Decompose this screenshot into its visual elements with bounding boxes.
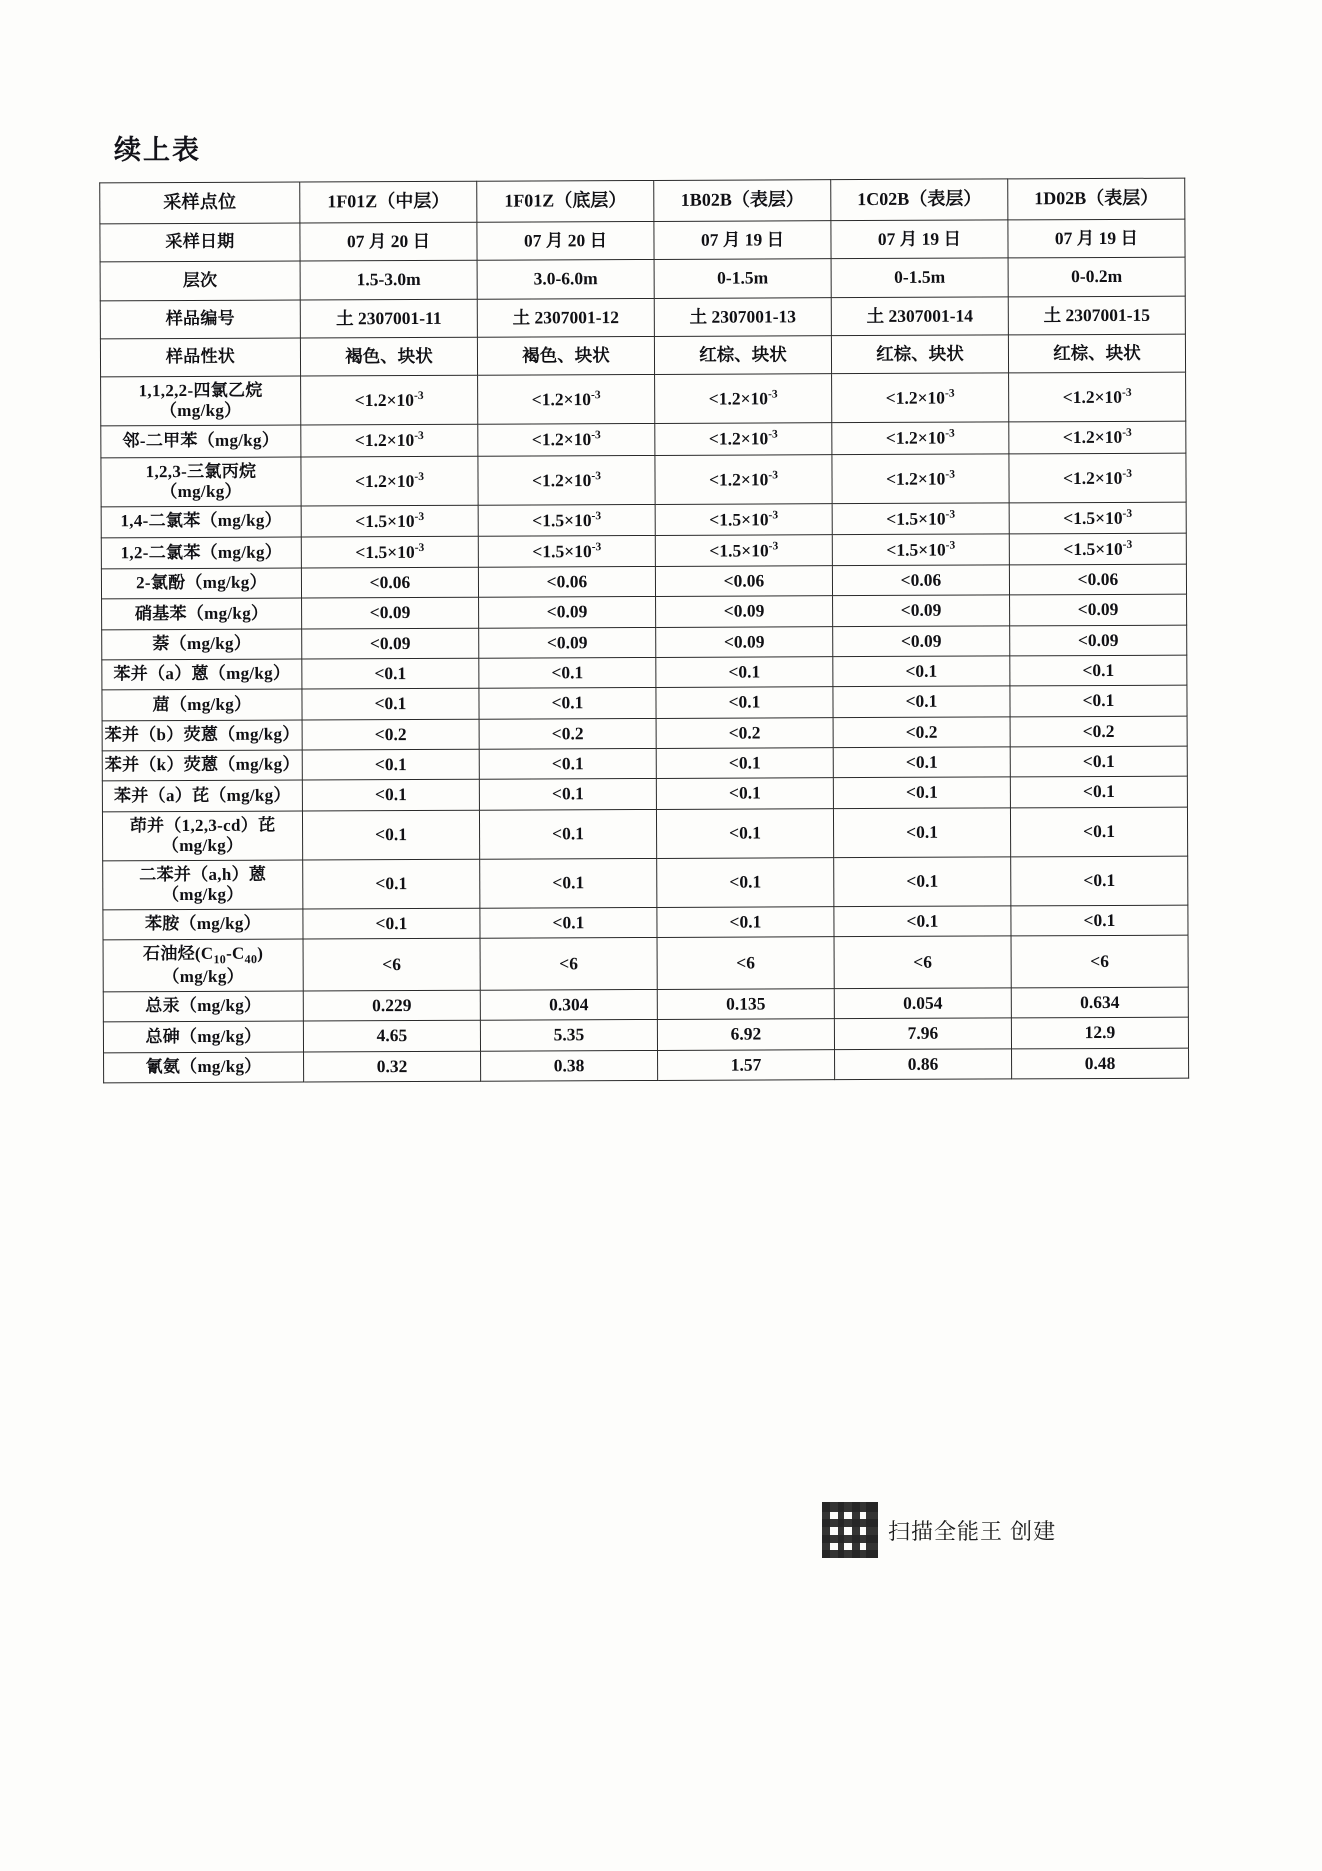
cell-value: <0.1 [479,658,656,689]
cell-value: <0.1 [1011,856,1188,906]
cell-value: $<1.5\times 10^{-3}$ [832,534,1009,566]
cell-value: <0.1 [1010,655,1187,686]
cell-value: <6 [480,938,657,990]
cell-value: 0.229 [303,990,480,1021]
row-label-analyte: 1,1,2,2-四氯乙烷 （mg/kg） [101,376,301,426]
cell-value: <0.09 [479,627,656,658]
cell-value: <0.2 [1010,716,1187,747]
cell-value: 0.86 [835,1048,1012,1079]
cell-value: <0.1 [657,858,834,908]
cell-value: 0.38 [481,1050,658,1081]
row-label-analyte: 苯并（b）荧蒽（mg/kg） [102,720,302,751]
row-label-analyte: 硝基苯（mg/kg） [102,598,302,629]
cell-value: <0.1 [302,689,479,720]
cell-value: <0.2 [302,719,479,750]
table-row [101,564,1186,599]
table-row [102,625,1187,660]
page-title: 续上表 [114,135,201,165]
cell-value: 6.92 [657,1019,834,1050]
row-label-analyte: 苯胺（mg/kg） [103,909,303,940]
cell-value: <6 [834,936,1011,988]
cell-date-col4: 07 月 19 日 [831,220,1008,259]
cell-value: <0.1 [480,907,657,938]
cell-value: $<1.2\times 10^{-3}$ [301,456,478,506]
cell-value: <6 [1011,935,1188,987]
row-label-sampling-point: 采样点位 [100,182,300,224]
cell-sample-no-col1: 土 2307001-11 [300,299,477,338]
row-label-analyte: 苯并（a）蒽（mg/kg） [102,659,302,690]
table-row [100,219,1185,262]
cell-value: <0.06 [655,566,832,597]
cell-property-col3: 红棕、块状 [654,336,831,375]
table-row [101,502,1186,538]
table-row [103,856,1188,910]
cell-property-col5: 红棕、块状 [1008,334,1185,373]
cell-layer-col2: 3.0-6.0m [477,260,654,299]
scan-watermark [822,1502,1056,1558]
cell-value: 0.304 [480,989,657,1020]
cell-value: $<1.2\times 10^{-3}$ [478,455,655,505]
row-label-analyte: 1,2-二氯苯（mg/kg） [101,537,301,569]
cell-value: <0.1 [656,778,833,809]
cell-value: $<1.5\times 10^{-3}$ [655,503,832,535]
table-row [102,777,1187,812]
cell-value: 0.634 [1011,987,1188,1018]
cell-value: <0.1 [480,858,657,908]
table-row [100,296,1185,339]
table-row [104,1048,1189,1083]
row-label-analyte: 苯并（a）芘（mg/kg） [102,780,302,811]
cell-value: <0.1 [1010,777,1187,808]
cell-layer-col5: 0-0.2m [1008,257,1185,296]
cell-value: $<1.2\times 10^{-3}$ [832,422,1009,454]
row-label-analyte: 二苯并（a,h）蒽 （mg/kg） [103,860,303,910]
cell-value: $<1.2\times 10^{-3}$ [1009,453,1186,503]
cell-value: <0.06 [832,565,1009,596]
cell-value: $<1.5\times 10^{-3}$ [301,505,478,537]
cell-value: <0.1 [479,809,656,859]
table-row [102,716,1187,751]
cell-point-col4: 1C02B（表层） [831,179,1008,221]
cell-value: <0.1 [303,908,480,939]
cell-value: 7.96 [834,1018,1011,1049]
cell-value: <0.09 [833,626,1010,657]
table-row [102,595,1187,630]
row-label-analyte: 䓛（mg/kg） [102,689,302,720]
cell-value: <0.1 [657,907,834,938]
cell-value: <0.1 [833,656,1010,687]
cell-value: <0.1 [1010,746,1187,777]
table-row [101,372,1186,426]
cell-value: $<1.5\times 10^{-3}$ [301,536,478,568]
cell-value: <0.06 [478,566,655,597]
cell-date-col1: 07 月 20 日 [300,222,477,261]
cell-value: $<1.5\times 10^{-3}$ [832,503,1009,535]
cell-value: 0.48 [1012,1048,1189,1079]
cell-value: <0.1 [834,857,1011,907]
cell-value: <0.2 [656,717,833,748]
cell-value: <0.1 [1011,905,1188,936]
cell-value: 0.054 [834,988,1011,1019]
cell-date-col2: 07 月 20 日 [477,221,654,260]
cell-value: <0.1 [302,658,479,689]
table-row [102,746,1187,781]
cell-value: <0.09 [302,628,479,659]
sample-results-table [99,178,1189,1084]
row-label-analyte: 萘（mg/kg） [102,629,302,660]
cell-value: $<1.2\times 10^{-3}$ [478,424,655,456]
cell-value: <0.1 [833,747,1010,778]
row-label-analyte: 总汞（mg/kg） [103,991,303,1022]
cell-value: <0.1 [656,687,833,718]
cell-layer-col3: 0-1.5m [654,259,831,298]
cell-value: <0.1 [834,906,1011,937]
row-label-analyte: 总砷（mg/kg） [103,1021,303,1052]
cell-value: <0.09 [1010,625,1187,656]
cell-value: <0.1 [1010,807,1187,857]
cell-value: $<1.5\times 10^{-3}$ [655,535,832,567]
qr-code-icon [822,1502,878,1558]
cell-value: <0.1 [302,749,479,780]
cell-value: <0.1 [302,810,479,860]
cell-value: <0.09 [1010,595,1187,626]
cell-value: <0.1 [302,780,479,811]
row-label-analyte: 2-氯酚（mg/kg） [101,568,301,599]
cell-property-col4: 红棕、块状 [831,335,1008,374]
table-row [102,655,1187,690]
cell-value: <0.09 [656,626,833,657]
cell-value: $<1.2\times 10^{-3}$ [1009,422,1186,454]
row-label-sample-no: 样品编号 [100,300,300,339]
cell-value: $<1.5\times 10^{-3}$ [478,504,655,536]
table-row [102,807,1187,861]
cell-point-col5: 1D02B（表层） [1008,178,1185,220]
cell-value: 4.65 [303,1020,480,1051]
row-label-analyte: 茚并（1,2,3-cd）芘 （mg/kg） [102,811,302,861]
cell-value: $<1.5\times 10^{-3}$ [478,535,655,567]
table-row [101,422,1186,458]
table-row [103,987,1188,1022]
cell-value: 1.57 [658,1049,835,1080]
table-row [101,533,1186,569]
cell-value: $<1.2\times 10^{-3}$ [655,423,832,455]
cell-value: <0.1 [479,779,656,810]
cell-value: 12.9 [1011,1017,1188,1048]
cell-value: 0.32 [304,1051,481,1082]
row-label-analyte: 石油烃$(C_{10}-C_{40})$ （mg/kg） [103,939,303,991]
row-label-layer: 层次 [100,261,300,300]
cell-sample-no-col4: 土 2307001-14 [831,297,1008,336]
cell-layer-col4: 0-1.5m [831,258,1008,297]
cell-value: $<1.5\times 10^{-3}$ [1009,502,1186,534]
table-row [103,1017,1188,1052]
table-row [100,178,1185,224]
cell-value: <0.1 [833,777,1010,808]
watermark-label: 扫描全能王 创建 [888,1518,1057,1544]
cell-value: $<1.2\times 10^{-3}$ [832,373,1009,423]
cell-sample-no-col5: 土 2307001-15 [1008,296,1185,335]
cell-value: $<1.2\times 10^{-3}$ [655,454,832,504]
table-row [100,257,1185,300]
cell-value: <0.09 [302,598,479,629]
row-label-analyte: 1,2,3-三氯丙烷 （mg/kg） [101,457,301,507]
cell-value: <6 [657,937,834,989]
table-row [100,334,1185,377]
cell-value: <0.09 [479,597,656,628]
cell-value: <0.2 [833,717,1010,748]
cell-sample-no-col3: 土 2307001-13 [654,297,831,336]
cell-value: $<1.2\times 10^{-3}$ [301,376,478,426]
row-label-analyte: 邻-二甲苯（mg/kg） [101,425,301,457]
cell-value: <0.1 [1010,686,1187,717]
cell-value: $<1.2\times 10^{-3}$ [301,425,478,457]
table-row [102,686,1187,721]
cell-date-col5: 07 月 19 日 [1008,219,1185,258]
cell-point-col2: 1F01Z（底层） [477,180,654,222]
row-label-property: 样品性状 [100,338,300,377]
table-row [101,453,1186,507]
cell-value: <0.1 [656,748,833,779]
cell-value: 0.135 [657,989,834,1020]
cell-value: <6 [303,939,480,991]
row-label-sampling-date: 采样日期 [100,223,300,262]
cell-property-col2: 褐色、块状 [477,336,654,375]
cell-value: 5.35 [480,1020,657,1051]
cell-sample-no-col2: 土 2307001-12 [477,298,654,337]
cell-value: $<1.2\times 10^{-3}$ [1009,372,1186,422]
table-body [100,178,1189,1083]
row-label-analyte: 1,4-二氯苯（mg/kg） [101,506,301,538]
table-row [103,935,1188,991]
cell-value: <0.2 [479,718,656,749]
cell-value: $<1.2\times 10^{-3}$ [478,375,655,425]
cell-value: <0.1 [833,686,1010,717]
cell-value: <0.1 [303,859,480,909]
table-row [103,905,1188,940]
cell-value: <0.1 [479,749,656,780]
cell-value: $<1.2\times 10^{-3}$ [832,453,1009,503]
row-label-analyte: 氰氨（mg/kg） [104,1052,304,1083]
cell-point-col1: 1F01Z（中层） [300,181,477,223]
cell-value: <0.09 [656,596,833,627]
cell-value: $<1.5\times 10^{-3}$ [1009,533,1186,565]
cell-value: <0.1 [656,808,833,858]
cell-point-col3: 1B02B（表层） [654,180,831,222]
cell-value: $<1.2\times 10^{-3}$ [655,374,832,424]
cell-date-col3: 07 月 19 日 [654,221,831,260]
cell-value: <0.1 [479,688,656,719]
cell-property-col1: 褐色、块状 [300,337,477,376]
cell-value: <0.09 [833,595,1010,626]
cell-layer-col1: 1.5-3.0m [300,261,477,300]
cell-value: <0.1 [833,808,1010,858]
cell-value: <0.06 [1009,564,1186,595]
cell-value: <0.1 [656,657,833,688]
cell-value: <0.06 [301,567,478,598]
row-label-analyte: 苯并（k）荧蒽（mg/kg） [102,750,302,781]
